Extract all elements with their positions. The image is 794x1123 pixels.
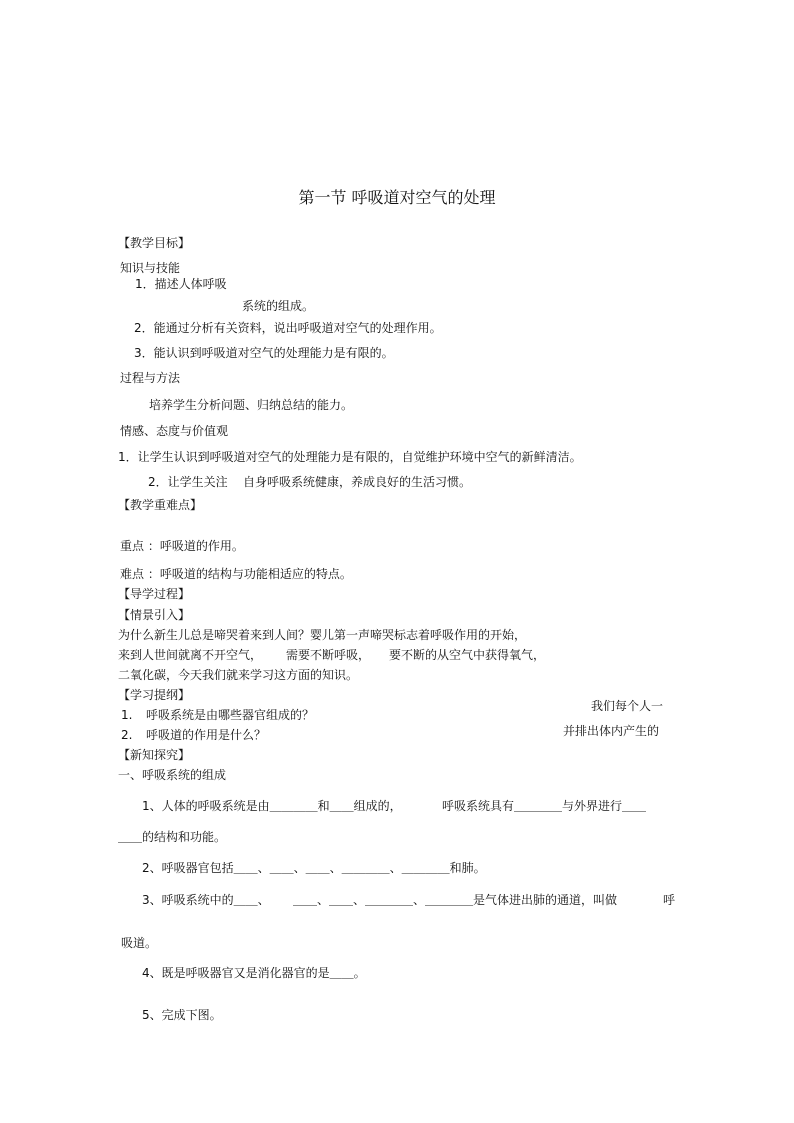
explore-p1c: ＿＿的结构和功能。 (118, 830, 227, 844)
knowledge-item-1b: 系统的组成。 (242, 299, 315, 313)
intro-float-1: 我们每个人一 (591, 699, 664, 713)
outline-q2: 呼吸道的作用是什么？ (146, 728, 267, 742)
outline-heading: 【学习提纲】 (118, 688, 191, 702)
knowledge-heading: 知识与技能 (120, 261, 181, 275)
explore-p1a: 1、人体的呼吸系统是由＿＿＿＿和＿＿组成的， (142, 799, 402, 813)
explore-p3b: ＿＿、＿＿、＿＿＿＿、＿＿＿＿是气体进出肺的通道，叫做 (293, 893, 618, 907)
outline-q2-number: 2. (121, 728, 133, 742)
process-heading: 过程与方法 (120, 371, 181, 385)
process-text: 培养学生分析问题、归纳总结的能力。 (149, 398, 354, 412)
emotion-item-2a: 2．让学生关注 (148, 475, 228, 489)
key-point: 重点 ：呼吸道的作用。 (120, 539, 244, 553)
outline-q1-number: 1. (121, 708, 133, 722)
intro-heading: 【情景引入】 (118, 608, 191, 622)
emotion-item-1: 1．让学生认识到呼吸道对空气的处理能力是有限的，自觉维护环境中空气的新鲜清洁。 (118, 450, 582, 464)
explore-p1b: 呼吸系统具有＿＿＿＿与外界进行＿＿ (442, 799, 647, 813)
explore-p5: 5、完成下图。 (142, 1008, 222, 1022)
key-points-heading: 【教学重难点】 (118, 498, 203, 512)
explore-p2: 2、呼吸器官包括＿＿、＿＿、＿＿、＿＿＿＿、＿＿＿＿和肺。 (142, 861, 486, 875)
knowledge-item-3: 3．能认识到呼吸道对空气的处理能力是有限的。 (134, 346, 394, 360)
explore-section-title: 一、呼吸系统的组成 (118, 768, 227, 782)
guide-heading: 【导学过程】 (118, 587, 191, 601)
emotion-item-2b: 自身呼吸系统健康，养成良好的生活习惯。 (243, 475, 472, 489)
knowledge-item-1a: 1．描述人体呼吸 (135, 277, 227, 291)
intro-line-1: 为什么新生儿总是啼哭着来到人间？婴儿第一声啼哭标志着呼吸作用的开始， (118, 628, 527, 642)
intro-line-3: 二氧化碳，今天我们就来学习这方面的知识。 (118, 668, 359, 682)
objectives-heading: 【教学目标】 (118, 236, 191, 250)
page-title: 第一节 呼吸道对空气的处理 (298, 188, 496, 207)
intro-float-2: 并排出体内产生的 (563, 724, 660, 738)
outline-q1: 呼吸系统是由哪些器官组成的？ (146, 708, 315, 722)
intro-line-2c: 要不断的从空气中获得氧气， (389, 648, 546, 662)
intro-line-2a: 来到人世间就离不开空气， (118, 648, 263, 662)
emotion-heading: 情感、态度与价值观 (120, 424, 229, 438)
explore-p4: 4、既是呼吸器官又是消化器官的是＿＿。 (142, 966, 366, 980)
explore-p3d: 吸道。 (121, 936, 158, 950)
difficult-point: 难点 ：呼吸道的结构与功能相适应的特点。 (120, 567, 352, 581)
intro-line-2b: 需要不断呼吸， (286, 648, 371, 662)
explore-p3c: 呼 (663, 893, 676, 907)
explore-heading: 【新知探究】 (118, 748, 191, 762)
explore-p3a: 3、呼吸系统中的＿＿、 (142, 893, 270, 907)
knowledge-item-2: 2．能通过分析有关资料，说出呼吸道对空气的处理作用。 (134, 321, 442, 335)
